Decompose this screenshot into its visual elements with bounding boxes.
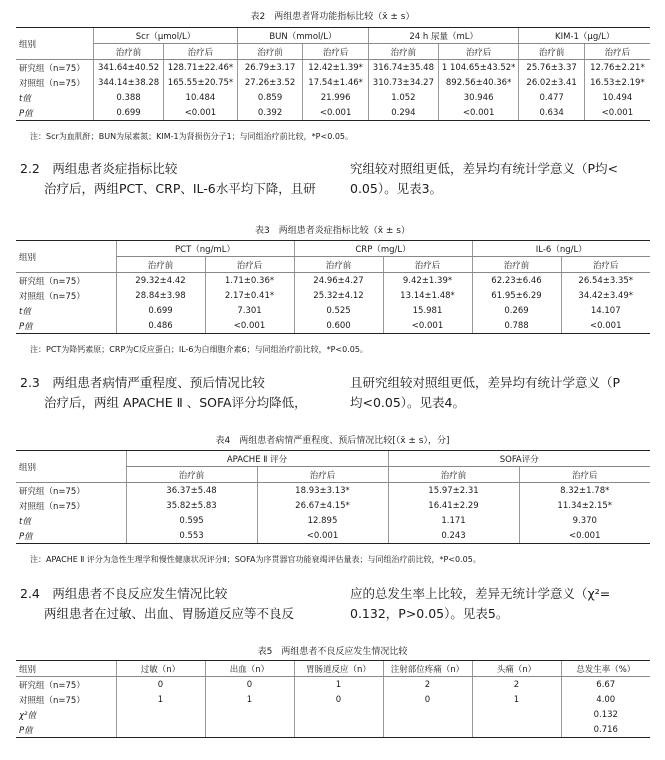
paragraph-line: 应的总发生率上比较，差异无统计学意义（χ²= bbox=[350, 586, 611, 601]
table2-sub-header: 治疗前 bbox=[94, 44, 164, 60]
table-row bbox=[16, 273, 650, 289]
table3-group-header: 组别 bbox=[16, 241, 116, 273]
cell: 36.37±5.48 bbox=[126, 483, 257, 499]
row-label: 对照组（n=75） bbox=[19, 695, 85, 706]
table2-note: 注：Scr为血肌酐；BUN为尿素氮；KIM-1为肾损伤分子1；与同组治疗前比较，*P<0.05。 bbox=[30, 132, 354, 141]
cell: 0.699 bbox=[116, 303, 205, 318]
cell: 27.26±3.52 bbox=[237, 75, 302, 90]
table4-sub-header: 治疗前 bbox=[388, 467, 519, 483]
cell: 2 bbox=[383, 677, 472, 693]
cell: 0.716 bbox=[561, 722, 650, 738]
section-heading: 2.4 两组患者不良反应发生情况比较 bbox=[20, 586, 228, 601]
row-label: P值 bbox=[16, 318, 116, 334]
table2-group-header: 组别 bbox=[16, 28, 94, 60]
row-label: t值 bbox=[19, 516, 31, 527]
cell: 0.243 bbox=[388, 528, 519, 544]
cell: 14.107 bbox=[561, 303, 650, 318]
table4-group-header: 组别 bbox=[16, 451, 126, 483]
cell: 29.32±4.42 bbox=[116, 273, 205, 289]
cell: 11.34±2.15* bbox=[519, 498, 650, 513]
cell: 62.23±6.46 bbox=[472, 273, 561, 289]
table2-sub-header: 治疗前 bbox=[368, 44, 438, 60]
cell: 0.486 bbox=[116, 318, 205, 334]
table2-metric-header: KIM-1（μg/L） bbox=[519, 28, 650, 44]
table-row bbox=[16, 288, 650, 303]
cell: 1 bbox=[294, 677, 383, 693]
cell bbox=[205, 722, 294, 738]
cell: 165.55±20.75* bbox=[163, 75, 237, 90]
cell: 34.42±3.49* bbox=[561, 288, 650, 303]
cell: 61.95±6.29 bbox=[472, 288, 561, 303]
cell: 10.494 bbox=[584, 90, 650, 105]
paragraph-line: 治疗后，两组PCT、CRP、IL-6水平均下降，且研 bbox=[44, 181, 316, 196]
table3-sub-header: 治疗后 bbox=[205, 257, 294, 273]
cell: 28.84±3.98 bbox=[116, 288, 205, 303]
cell: 0 bbox=[116, 677, 205, 693]
cell: 15.97±2.31 bbox=[388, 483, 519, 499]
cell: 35.82±5.83 bbox=[126, 498, 257, 513]
row-label: P值 bbox=[16, 105, 94, 121]
cell: 2.17±0.41* bbox=[205, 288, 294, 303]
table-row bbox=[16, 513, 650, 528]
table2-metric-header: BUN（mmol/L） bbox=[237, 28, 368, 44]
row-label: t值 bbox=[19, 306, 31, 317]
cell: 21.996 bbox=[303, 90, 369, 105]
table4-sub-header: 治疗后 bbox=[519, 467, 650, 483]
cell: 15.981 bbox=[383, 303, 472, 318]
table5-header: 组别 bbox=[16, 661, 116, 677]
paragraph-line: 且研究组较对照组更低，差异均有统计学意义（P bbox=[350, 375, 621, 390]
table3-metric-header: CRP（mg/L） bbox=[294, 241, 472, 257]
table4-sub-header: 治疗后 bbox=[257, 467, 388, 483]
table2-metric-header: Scr（μmol/L） bbox=[94, 28, 238, 44]
cell: 0.132 bbox=[561, 707, 650, 722]
cell: <0.001 bbox=[519, 528, 650, 544]
cell: 341.64±40.52 bbox=[94, 60, 164, 76]
table-row bbox=[16, 722, 650, 738]
paragraph-line: 两组患者在过敏、出血、胃肠道反应等不良反 bbox=[44, 606, 295, 621]
table4-caption: 表4 两组患者病情严重程度、预后情况比较[（x̄ ± s），分] bbox=[215, 436, 450, 446]
cell bbox=[383, 722, 472, 738]
table2-sub-header: 治疗后 bbox=[163, 44, 237, 60]
cell: 0.388 bbox=[94, 90, 164, 105]
table2-sub-header: 治疗后 bbox=[584, 44, 650, 60]
table5-header: 注射部位疼痛（n） bbox=[383, 661, 472, 677]
table2-sub-header: 治疗前 bbox=[237, 44, 302, 60]
table3-caption: 表3 两组患者炎症指标比较（x̄ ± s） bbox=[254, 226, 410, 236]
table-row bbox=[16, 90, 650, 105]
cell: 0 bbox=[294, 692, 383, 707]
cell: <0.001 bbox=[383, 318, 472, 334]
table5-header: 总发生率（%） bbox=[561, 661, 650, 677]
table2-sub-header: 治疗后 bbox=[438, 44, 519, 60]
table5-header: 胃肠道反应（n） bbox=[294, 661, 383, 677]
cell bbox=[116, 707, 205, 722]
cell: 25.76±3.37 bbox=[519, 60, 584, 76]
cell: 0.294 bbox=[368, 105, 438, 121]
cell: 18.93±3.13* bbox=[257, 483, 388, 499]
cell: <0.001 bbox=[438, 105, 519, 121]
cell: 12.42±1.39* bbox=[303, 60, 369, 76]
paragraph-line: 0.05）。见表3。 bbox=[350, 181, 443, 196]
cell: 1.71±0.36* bbox=[205, 273, 294, 289]
row-label: P值 bbox=[16, 722, 116, 738]
cell: 1 bbox=[205, 692, 294, 707]
table4-metric-header: APACHE Ⅱ 评分 bbox=[126, 451, 388, 467]
table3-sub-header: 治疗后 bbox=[383, 257, 472, 273]
cell: <0.001 bbox=[561, 318, 650, 334]
cell bbox=[116, 722, 205, 738]
table4-note: 注：APACHE Ⅱ 评分为急性生理学和慢性健康状况评分Ⅱ；SOFA为序贯器官功能衰竭评估量表；与同组治疗前比较，*P<0.05。 bbox=[30, 555, 481, 564]
table2-sub-header: 治疗后 bbox=[303, 44, 369, 60]
cell: 1.052 bbox=[368, 90, 438, 105]
table-row bbox=[16, 528, 650, 544]
cell: 17.54±1.46* bbox=[303, 75, 369, 90]
cell: 0 bbox=[205, 677, 294, 693]
section-heading: 2.2 两组患者炎症指标比较 bbox=[20, 161, 178, 176]
cell: 26.54±3.35* bbox=[561, 273, 650, 289]
row-label: P值 bbox=[16, 528, 126, 544]
cell: 0 bbox=[383, 692, 472, 707]
cell: <0.001 bbox=[584, 105, 650, 121]
cell: 7.301 bbox=[205, 303, 294, 318]
section-heading: 2.3 两组患者病情严重程度、预后情况比较 bbox=[20, 375, 265, 390]
paragraph-line: 究组较对照组更低，差异均有统计学意义（P均< bbox=[350, 161, 619, 176]
cell: 10.484 bbox=[163, 90, 237, 105]
cell: 892.56±40.36* bbox=[438, 75, 519, 90]
cell: 9.370 bbox=[519, 513, 650, 528]
table-row bbox=[16, 303, 650, 318]
cell: 2 bbox=[472, 677, 561, 693]
row-label: 对照组（n=75） bbox=[19, 78, 85, 89]
cell: 0.788 bbox=[472, 318, 561, 334]
table-row bbox=[16, 498, 650, 513]
cell: 344.14±38.28 bbox=[94, 75, 164, 90]
table5-header: 头痛（n） bbox=[472, 661, 561, 677]
row-label: χ²值 bbox=[19, 710, 36, 721]
cell: 0.525 bbox=[294, 303, 383, 318]
cell: 0.699 bbox=[94, 105, 164, 121]
paragraph-line: 均<0.05）。见表4。 bbox=[350, 395, 466, 410]
cell: 1 bbox=[472, 692, 561, 707]
cell: 12.76±2.21* bbox=[584, 60, 650, 76]
cell: 16.41±2.29 bbox=[388, 498, 519, 513]
cell: <0.001 bbox=[205, 318, 294, 334]
cell: <0.001 bbox=[257, 528, 388, 544]
row-label: 对照组（n=75） bbox=[19, 501, 85, 512]
cell: 26.02±3.41 bbox=[519, 75, 584, 90]
cell: 0.595 bbox=[126, 513, 257, 528]
table2 bbox=[16, 27, 650, 121]
table5 bbox=[16, 660, 650, 738]
cell: 16.53±2.19* bbox=[584, 75, 650, 90]
cell bbox=[383, 707, 472, 722]
table3-sub-header: 治疗前 bbox=[294, 257, 383, 273]
table3-sub-header: 治疗前 bbox=[472, 257, 561, 273]
paragraph-line: 0.132，P>0.05）。见表5。 bbox=[350, 606, 509, 621]
table-row bbox=[16, 692, 650, 707]
table5-header: 出血（n） bbox=[205, 661, 294, 677]
cell: 13.14±1.48* bbox=[383, 288, 472, 303]
cell: 30.946 bbox=[438, 90, 519, 105]
table2-caption: 表2 两组患者肾功能指标比较（x̄ ± s） bbox=[250, 12, 415, 22]
row-label: t值 bbox=[19, 93, 31, 104]
cell bbox=[294, 707, 383, 722]
cell: 0.859 bbox=[237, 90, 302, 105]
table-row bbox=[16, 105, 650, 121]
table-row bbox=[16, 75, 650, 90]
table4 bbox=[16, 450, 650, 544]
cell: 0.553 bbox=[126, 528, 257, 544]
table-row bbox=[16, 677, 650, 693]
row-label: 对照组（n=75） bbox=[19, 291, 85, 302]
row-label: 研究组（n=75） bbox=[19, 276, 85, 287]
cell: 0.634 bbox=[519, 105, 584, 121]
cell: 6.67 bbox=[561, 677, 650, 693]
row-label: 研究组（n=75） bbox=[19, 63, 85, 74]
cell: <0.001 bbox=[163, 105, 237, 121]
row-label: 研究组（n=75） bbox=[19, 486, 85, 497]
table-row bbox=[16, 707, 650, 722]
cell: 26.79±3.17 bbox=[237, 60, 302, 76]
cell: 4.00 bbox=[561, 692, 650, 707]
table3-metric-header: PCT（ng/mL） bbox=[116, 241, 294, 257]
table5-header: 过敏（n） bbox=[116, 661, 205, 677]
table2-metric-header: 24 h 尿量（mL） bbox=[368, 28, 518, 44]
table3 bbox=[16, 240, 650, 334]
cell: 0.392 bbox=[237, 105, 302, 121]
table3-metric-header: IL-6（ng/L） bbox=[472, 241, 650, 257]
table3-sub-header: 治疗前 bbox=[116, 257, 205, 273]
cell: 1 104.65±43.52* bbox=[438, 60, 519, 76]
cell bbox=[472, 722, 561, 738]
cell: 0.600 bbox=[294, 318, 383, 334]
cell bbox=[205, 707, 294, 722]
cell: 310.73±34.27 bbox=[368, 75, 438, 90]
cell: 1.171 bbox=[388, 513, 519, 528]
cell: 316.74±35.48 bbox=[368, 60, 438, 76]
cell: <0.001 bbox=[303, 105, 369, 121]
cell bbox=[294, 722, 383, 738]
cell: 8.32±1.78* bbox=[519, 483, 650, 499]
cell: 128.71±22.46* bbox=[163, 60, 237, 76]
row-label: 研究组（n=75） bbox=[19, 680, 85, 691]
table-row bbox=[16, 318, 650, 334]
table3-note: 注：PCT为降钙素原；CRP为C反应蛋白；IL-6为白细胞介素6；与同组治疗前比较，*P<0.05。 bbox=[30, 345, 368, 354]
table5-caption: 表5 两组患者不良反应发生情况比较 bbox=[257, 647, 408, 657]
cell: 12.895 bbox=[257, 513, 388, 528]
cell: 1 bbox=[116, 692, 205, 707]
table3-sub-header: 治疗后 bbox=[561, 257, 650, 273]
table-row bbox=[16, 60, 650, 76]
paragraph-line: 治疗后，两组 APACHE Ⅱ 、SOFA评分均降低， bbox=[44, 395, 307, 410]
cell bbox=[472, 707, 561, 722]
table2-sub-header: 治疗前 bbox=[519, 44, 584, 60]
cell: 0.269 bbox=[472, 303, 561, 318]
table4-metric-header: SOFA评分 bbox=[388, 451, 650, 467]
cell: 25.32±4.12 bbox=[294, 288, 383, 303]
cell: 24.96±4.27 bbox=[294, 273, 383, 289]
cell: 0.477 bbox=[519, 90, 584, 105]
table4-sub-header: 治疗前 bbox=[126, 467, 257, 483]
cell: 9.42±1.39* bbox=[383, 273, 472, 289]
cell: 26.67±4.15* bbox=[257, 498, 388, 513]
table-row bbox=[16, 483, 650, 499]
